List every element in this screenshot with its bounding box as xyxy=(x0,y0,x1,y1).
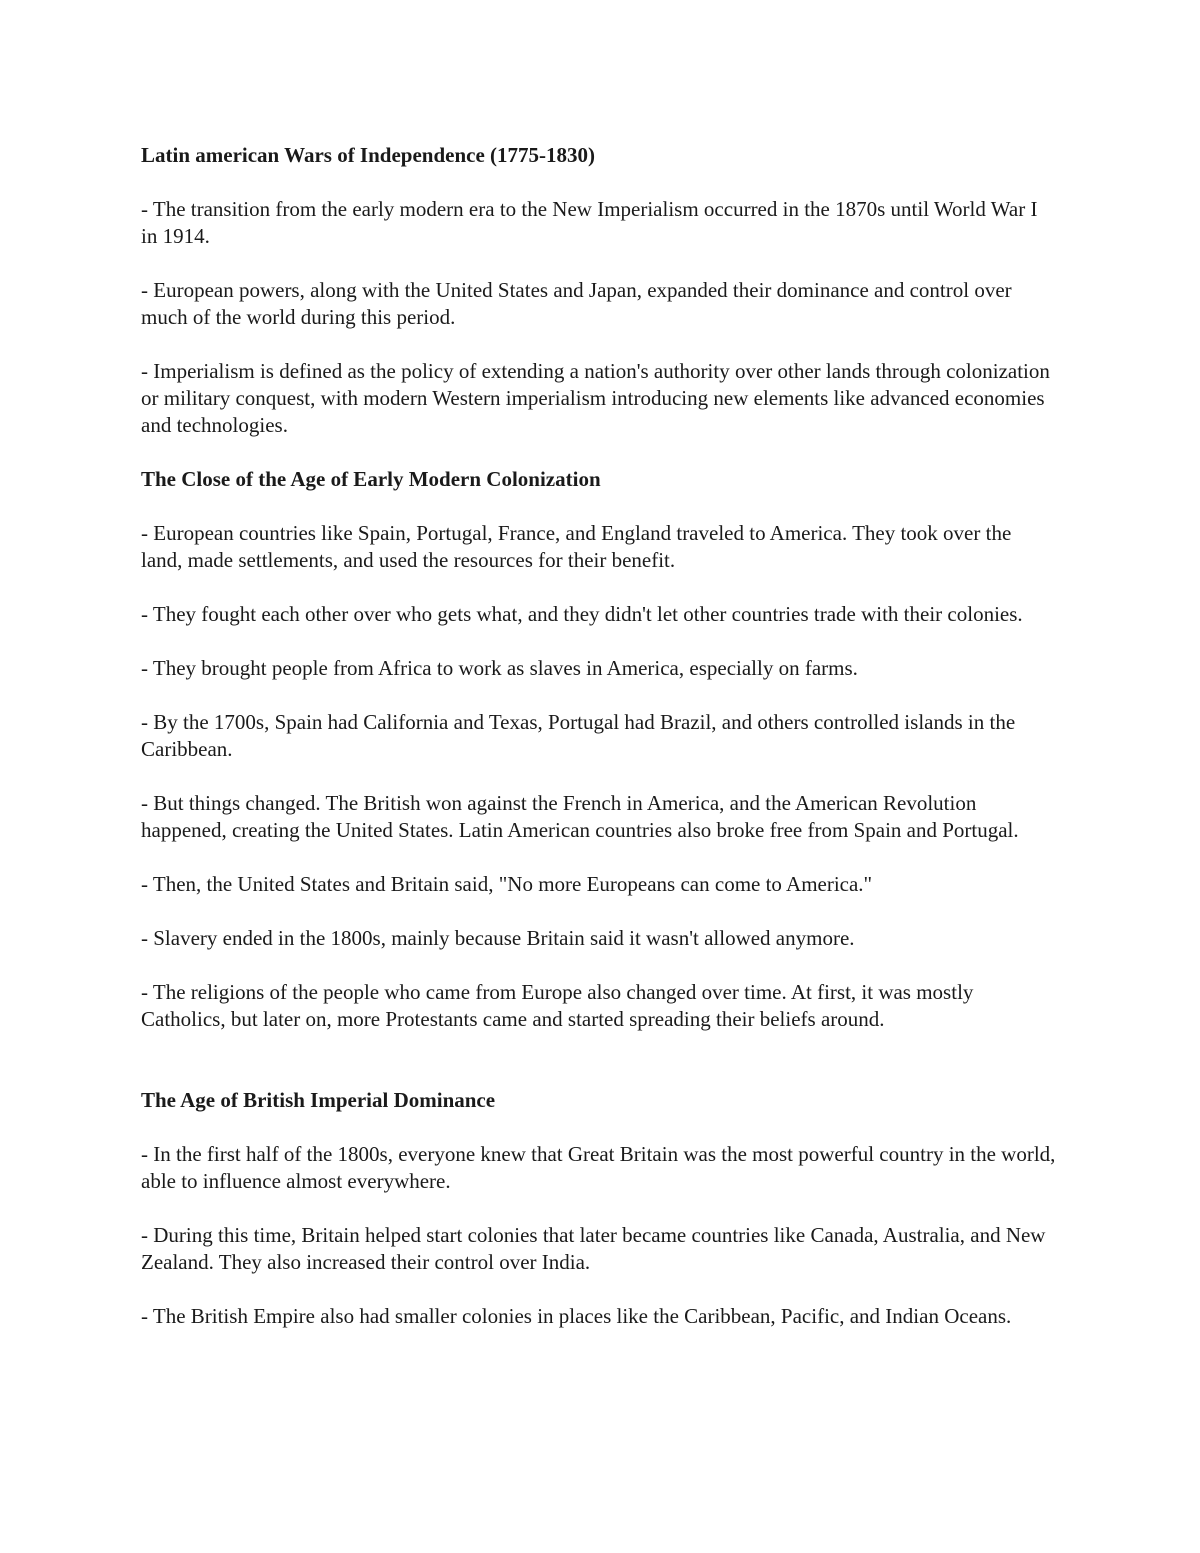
paragraph: - European countries like Spain, Portugal, France, and England traveled to America. They took over the land, made settlements, and used the resources for their benefit. xyxy=(141,521,1012,572)
paragraph: - The religions of the people who came from Europe also changed over time. At first, it was mostly Catholics, but later on, more Protestants came and started spreading their beliefs around. xyxy=(141,980,974,1031)
paragraph: - The British Empire also had smaller colonies in places like the Caribbean, Pacific, and Indian Oceans. xyxy=(141,1304,1012,1328)
section-heading-latin-american-wars: Latin american Wars of Independence (1775-1830) xyxy=(141,143,596,167)
paragraph: - By the 1700s, Spain had California and Texas, Portugal had Brazil, and others controlled islands in the Caribbean. xyxy=(141,710,1016,761)
paragraph: - Slavery ended in the 1800s, mainly because Britain said it wasn't allowed anymore. xyxy=(141,926,855,950)
paragraph: - But things changed. The British won against the French in America, and the American Revolution happened, creating the United States. Latin American countries also broke free from Spain and Portugal. xyxy=(141,791,1019,842)
paragraph: - During this time, Britain helped start colonies that later became countries like Canada, Australia, and New Zealand. They also increased their control over India. xyxy=(141,1223,1046,1274)
section-heading-british-dominance: The Age of British Imperial Dominance xyxy=(141,1088,496,1112)
document-body xyxy=(141,142,1056,1357)
paragraph: - Imperialism is defined as the policy of extending a nation's authority over other lands through colonization or military conquest, with modern Western imperialism introducing new elements like advanced economies and technologies. xyxy=(141,359,1050,437)
paragraph: - European powers, along with the United States and Japan, expanded their dominance and control over much of the world during this period. xyxy=(141,278,1012,329)
blank-line xyxy=(141,1060,1056,1087)
paragraph: - Then, the United States and Britain said, "No more Europeans can come to America." xyxy=(141,872,873,896)
paragraph: - The transition from the early modern era to the New Imperialism occurred in the 1870s until World War I in 1914. xyxy=(141,197,1038,248)
paragraph: - In the first half of the 1800s, everyone knew that Great Britain was the most powerful country in the world, able to influence almost everywhere. xyxy=(141,1142,1056,1193)
paragraph: - They brought people from Africa to work as slaves in America, especially on farms. xyxy=(141,656,858,680)
paragraph: - They fought each other over who gets what, and they didn't let other countries trade with their colonies. xyxy=(141,602,1023,626)
section-heading-close-of-age: The Close of the Age of Early Modern Colonization xyxy=(141,467,601,491)
